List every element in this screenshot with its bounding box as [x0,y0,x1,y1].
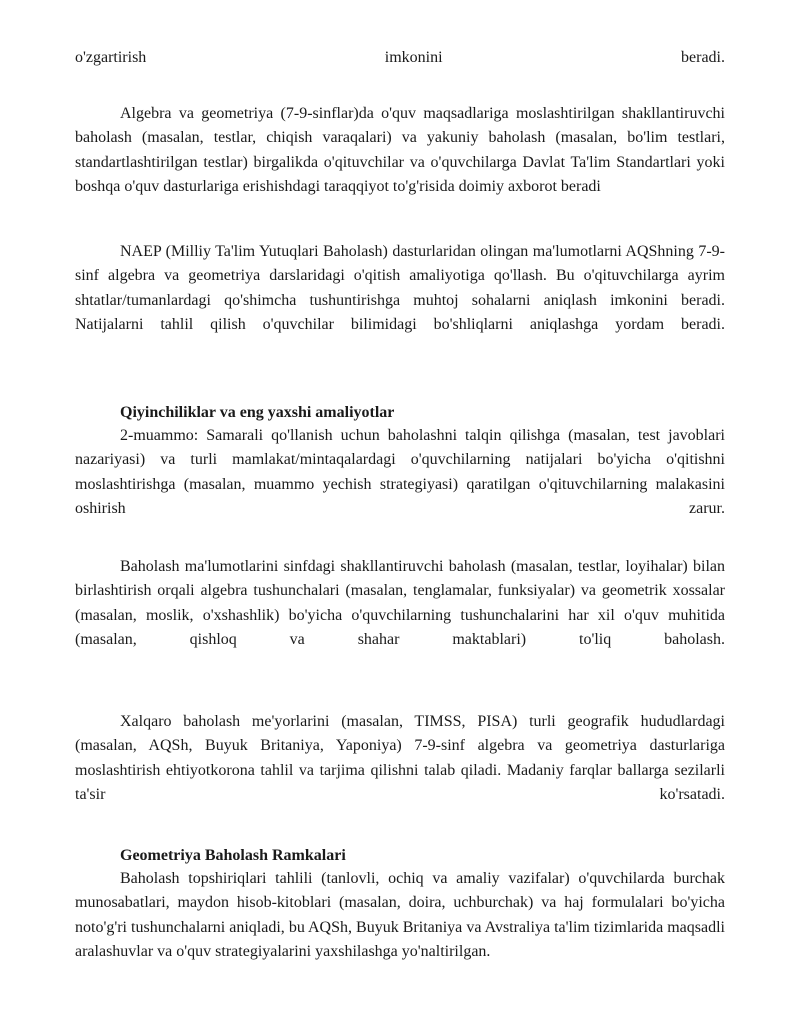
paragraph-international: Xalqaro baholash me'yorlarini (masalan, TIMSS, PISA) turli geografik hududlardagi (masalan, AQSh, Buyuk Britaniya, Yaponiya) 7-9-sinf algebra va geometriya dasturlariga moslashtirish ehtiyotkorona tahlil va tarjima qilishni talab qiladi. Madaniy farqlar ballarga sezilarli ta'sir ko'rsatadi. [75,713,725,804]
paragraph-geometry-analysis: Baholash topshiriqlari tahlili (tanlovli, ochiq va amaliy vazifalar) o'quvchilarda burchak munosabatlari, maydon hisob-kitoblari (masalan, doira, uchburchak) va haj formulalari bo'yicha noto'g'ri tushunchalarni aniqladi, bu AQSh, Buyuk Britaniya va Avstraliya ta'lim tizimlarida maqsadli aralashuvlar va o'quv strategiyalarini yaxshilashga yo'naltirilgan. [75,870,725,961]
heading-challenges: Qiyinchiliklar va eng yaxshi amaliyotlar [120,404,395,421]
paragraph-challenge-2: 2-muammo: Samarali qo'llanish uchun baholashni talqin qilishga (masalan, test javoblari nazariyasi) va turli mamlakat/mintaqalardagi o'quvchilarning natijalari bo'yicha o'qitishni moslashtirishga (masalan, muammo yechish strategiyasi) qaratilgan o'qituvchilarning malakasini oshirish zarur. [75,427,725,518]
paragraph-assessment-types: Algebra va geometriya (7-9-sinflar)da o'quv maqsadlariga moslashtirilgan shakllantiruvchi baholash (masalan, testlar, chiqish varaqalari) va yakuniy baholash (masalan, bo'lim testlari, standartlashtirilgan testlar) birgalikda o'qituvchilar va o'quvchilarga Davlat Ta'lim Standartlari yoki boshqa o'quv dasturlariga erishishdagi taraqqiyot to'g'risida doimiy axborot beradi [75,105,725,196]
heading-geometry-frameworks: Geometriya Baholash Ramkalari [120,847,346,864]
paragraph-continuation: o'zgartirish imkonini beradi. [75,49,725,66]
paragraph-naep: NAEP (Milliy Ta'lim Yutuqlari Baholash) dasturlaridan olingan ma'lumotlarni AQShning 7-9-sinf algebra va geometriya darslaridagi o'qitish amaliyotiga qo'llash. Bu o'qituvchilarga ayrim shtatlar/tumanlardagi qo'shimcha tushuntirishga muhtoj sohalarni aniqlash imkonini beradi. Natijalarni tahlil qilish o'quvchilar bilimidagi bo'shliqlarni aniqlashga yordam beradi. [75,243,725,334]
paragraph-data-integration: Baholash ma'lumotlarini sinfdagi shakllantiruvchi baholash (masalan, testlar, loyihalar) bilan birlashtirish orqali algebra tushunchalari (masalan, tenglamalar, funksiyalar) va geometrik xossalar (masalan, moslik, o'xshashlik) bo'yicha o'quvchilarning tushunchalarini har xil o'quv muhitida (masalan, qishloq va shahar maktablari) to'liq baholash. [75,558,725,649]
